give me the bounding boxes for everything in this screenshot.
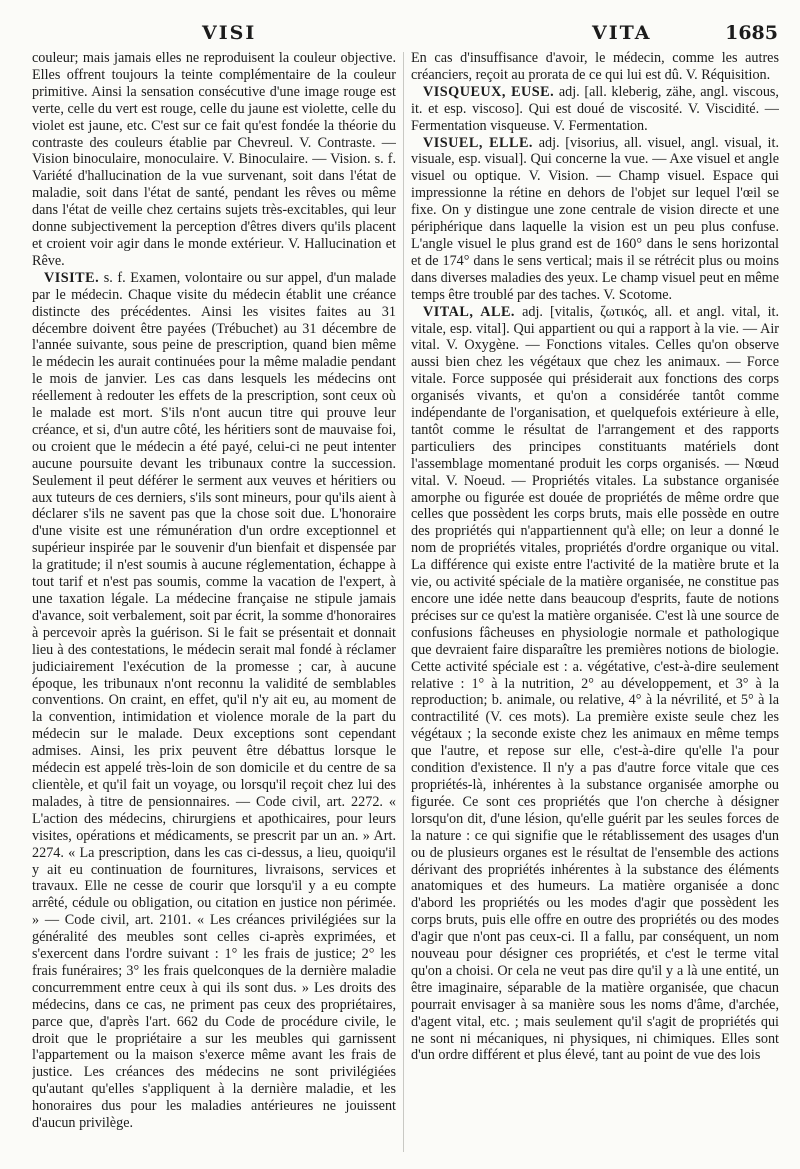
right-column [411,50,779,1155]
running-head [22,22,778,50]
entry-visuel [411,135,779,304]
entry-visqueux [411,84,779,135]
entry-visqueux-text: adj. [all. kleberig, zähe, angl. viscous, it. et esp. viscoso]. Qui est doué de viscosité. V. Viscidité. — Fermentation visqueuse. V. Fermentation. [411,83,779,134]
entry-continuation-visite: En cas d'insuffisance d'avoir, le médecin, comme les autres créanciers, reçoit au prorata de ce qui lui est dû. V. Réquisition. [411,50,779,83]
entry-vital-text: adj. [vitalis, ζωτικός, all. et angl. vital, it. vitale, esp. vital]. Qui appartient ou qui a rapport à la vie. — Air vital. V. Oxygène. — Fonctions vitales. Celles qu'on observe aussi bien chez les végétaux que chez les animaux. — Force vitale. Force supposée qui présiderait aux fonctions des corps organisés vivants, et qu'on a considérée tantôt comme indépendante de l'organisation, et quelquefois extérieure à elle, tantôt comme le résultat de l'arrangement et des rapports particuliers des principes constituants matériels dont l'assemblage momentané produit les corps organisés. — Nœud vital. V. Noeud. — Propriétés vitales. La substance organisée amorphe ou figurée est douée de propriétés de même ordre que celles que possèdent les corps bruts, mais elle possède en outre des propriétés qui n'appartiennent qu'à elle; on leur a donné le nom de propriétés vitales, propriétés d'ordre organique ou vital. La différence qui existe entre l'activité de la matière brute et la vie, ou activité spéciale de la matière organisée, ne constitue pas encore une idée nette dans beaucoup d'esprits, faute de notions précises sur ce qu'est la matière organisée. C'est là une source de confusions fâcheuses en physiologie normale et pathologique que devraient faire disparaître les premières notions de biologie. Cette activité spéciale est : a. végétative, c'est-à-dire seulement relative : 1° à la nutrition, 2° au développement, et 3° à la reproduction; b. animale, ou relative, 4° à la névrilité, et 5° à la contractilité (V. ces mots). La première existe seule chez les végétaux ; la seconde existe chez les animaux en même temps que l'autre, et repose sur elle, c'est-à-dire qu'elle l'a pour condition d'existence. Il n'y a pas d'autre force vitale que ces propriétés-là, inhérentes à la substance organisée amorphe ou figurée. Ce sont ces propriétés que l'on cherche à désigner lorsqu'on dit, d'une lésion, qu'elle guérit par les seules forces de la nature : ce qui signifie que le rétablissement des usages d'un ou de plusieurs organes est le résultat de l'ensemble des actions dérivant des propriétés inhérentes à la substance des éléments anatomiques et des humeurs. La matière organisée a donc d'abord les propriétés ou les modes d'agir que possèdent les corps bruts, puis elle offre en outre des propriétés ou des modes d'agir que n'ont pas ceux-ci. Il a fallu, par conséquent, un nom nouveau pour désigner ces propriétés, et c'est le terme vital qu'on a choisi. Or cela ne veut pas dire qu'il y a là une entité, un être imaginaire, séparable de la matière organisée, que chacun pourrait envisager à sa manière sous les noms d'âme, d'archée, d'agent vital, etc. ; mais seulement qu'il s'agit de propriétés qui ne sont ni mécaniques, ni physiques, ni chimiques. Elles sont d'un ordre différent et plus élevé, tant au point de vue des lois [411,303,779,1064]
entry-visuel-text: adj. [visorius, all. visuel, angl. visual, it. visuale, esp. visual]. Qui concerne la vue. — Axe visuel et angle visuel ou optique. V. Vision. — Champ visuel. Espace qui impressionne la rétine en dehors de l'objet sur lequel l'œil se fixe. On y distingue une zone centrale de vision directe et une périphérique dans laquelle la vision est un peu plus confuse. L'angle visuel le plus grand est de 160° dans le sens horizontal et de 174° dans le sens vertical; mais il se rétrécit plus ou moins dans diverses maladies des yeux. Le champ visuel peut en même temps être troublé par des taches. V. Scotome. [411,134,779,303]
entry-visite [32,270,396,1132]
column-divider [403,52,404,1152]
entry-visite-text: s. f. Examen, volontaire ou sur appel, d'un malade par le médecin. Chaque visite du médecin établit une créance distincte des précédentes. Ainsi les visites faites au 31 décembre doivent être payées (Trébuchet) au 31 décembre de l'année suivante, sous peine de prescription, quand bien même le médecin les aurait continuées pour la même maladie pendant le mois de janvier. Les cas dans lesquels les médecins ont réellement à redouter les effets de la prescription, sont ceux où le malade est mort. S'ils n'ont aucun titre qui prouve leur créance, et si, d'un autre côté, les héritiers sont de mauvaise foi, ou croient que le médecin a été payé, celui-ci ne peut intenter aucune poursuite devant les tribunaux contre la succession. Seulement il peut déférer le serment aux veuves et héritiers ou aux tuteurs de ces derniers, s'ils sont mineurs, pour qu'ils aient à déclarer s'ils ne savent pas que la chose soit due. L'honoraire d'une visite est une rémunération d'un ordre exceptionnel et supérieur inspirée par le souvenir d'un bienfait et dispensée par la gratitude; il n'est soumis à aucune réglementation, échappe à tout tarif et n'est pas soumis, comme la vacation de l'expert, à une taxation légale. La médecine française ne stipule jamais d'avance, soit verbalement, soit par écrit, la somme d'honoraires à percevoir après la guérison. Si le fait se présentait et donnait lieu à des contestations, le médecin serait mal fondé à réclamer judiciairement l'exécution de la promesse ; car, à aucune époque, les tribunaux n'ont reconnu la validité de semblables conventions. On craint, en effet, qu'il n'y ait eu, au moment de la convention, intimidation et violence morale de la part du médecin sur le malade. Deux exceptions sont cependant admises. Ainsi, les prix peuvent être débattus lorsque le médecin est appelé très-loin de son domicile et du centre de sa clientèle, et qu'il fait un voyage, ou lorsqu'il reçoit chez lui des malades, à titre de pensionnaires. — Code civil, art. 2272. « L'action des médecins, chirurgiens et apothicaires, pour leurs visites, opérations et médicaments, se prescrit par un an. » Art. 2274. « La prescription, dans les cas ci-dessus, a lieu, quoiqu'il y ait eu continuation de fournitures, livraisons, services et travaux. Elle ne cesse de courir que lorsqu'il y a eu compte arrêté, cédule ou obligation, ou citation en justice non périmée. » — Code civil, art. 2101. « Les créances privilégiées sur la généralité des meubles sont celles ci-après exprimées, et s'exercent dans l'ordre suivant : 1° les frais de justice; 2° les frais funéraires; 3° les frais quelconques de la dernière maladie concurremment entre ceux à qui ils sont dus. » Les droits des médecins, dans ce cas, ne priment pas ceux des propriétaires, parce que, d'après l'art. 662 du Code de procédure civile, le droit que le propriétaire a sur les meubles qui garnissent l'appartement ou la maison s'exerce même avant les frais de justice. Les créances des médecins ne sont privilégiées qu'autant qu'elles s'appliquent à la dernière maladie, et les honoraires dus pour les maladies antérieures ne jouissent d'aucun privilège. [32,269,396,1132]
running-head-left-word: VISI [202,22,257,44]
headword-vital: VITAL, ALE. [423,303,515,320]
running-head-right-word: VITA [592,22,652,44]
headword-visqueux: VISQUEUX, EUSE. [423,83,555,100]
entry-vital [411,304,779,1065]
page-number: 1685 [725,22,778,44]
entry-continuation-vision: couleur; mais jamais elles ne reproduisent la couleur objective. Elles offrent toujours la teinte complémentaire de la couleur primitive. Ainsi la sensation consécutive d'une image rouge est verte, celle du vert est rouge, celle du jaune est violette, celle du violet est jaune, etc. C'est sur ce fait qu'est fondée la théorie du contraste des couleurs établie par Chevreul. V. Contraste. — Vision binoculaire, monoculaire. V. Binoculaire. — Vision. s. f. Variété d'hallucination de la vue survenant, soit dans l'état de maladie, soit dans l'état de santé, pendant les rêves ou même dans l'état de veille chez certains sujets très-excitables, qui leur donne subjectivement la perception d'êtres divers qu'ils placent et croient voir agir dans le monde extérieur. V. Hallucination et Rêve. [32,50,396,269]
left-column [32,50,396,1155]
headword-visite: VISITE. [44,269,100,286]
headword-visuel: VISUEL, ELLE. [423,134,533,151]
